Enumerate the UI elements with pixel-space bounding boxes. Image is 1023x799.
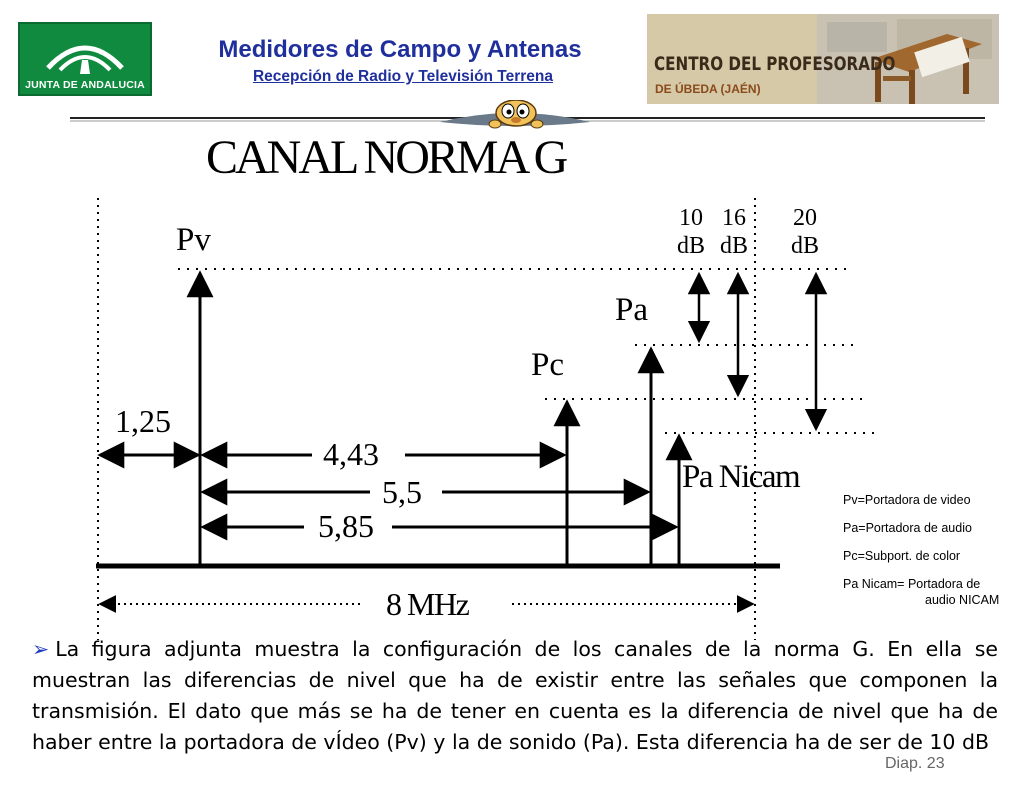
legend-pa-nicam-line2: audio NICAM	[925, 593, 1000, 607]
pa-label: Pa	[615, 292, 648, 328]
diagram-title: CANAL NORMA G	[206, 131, 566, 184]
db16-number: 16	[722, 205, 746, 231]
bullet-arrow-icon: ➢	[32, 637, 50, 661]
legend-pa: Pa=Portadora de audio	[843, 521, 972, 535]
slide-number: Diap. 23	[885, 755, 945, 772]
db20-unit: dB	[790, 233, 820, 259]
pa-offset-label: 5,5	[382, 474, 422, 510]
cep-logo-title: CENTRO DEL PROFESORADO	[654, 54, 896, 75]
pv-label: Pv	[176, 222, 211, 258]
db20-number: 20	[793, 205, 817, 231]
cep-logo-subtitle: DE ÚBEDA (JAÉN)	[655, 82, 761, 96]
description-paragraph	[32, 634, 998, 758]
legend-pc: Pc=Subport. de color	[843, 549, 961, 563]
db16-unit: dB	[719, 233, 749, 259]
pc-offset-label: 4,43	[323, 436, 379, 472]
header-title: Medidores de Campo y Antenas	[218, 36, 582, 63]
header-subtitle[interactable]: Recepción de Radio y Televisión Terrena	[252, 68, 554, 85]
junta-logo-text: JUNTA DE ANDALUCIA	[25, 79, 145, 91]
pa-nicam-label: Pa Nicam	[682, 459, 800, 495]
db10-unit: dB	[676, 233, 706, 259]
pc-label: Pc	[531, 347, 564, 383]
legend	[843, 486, 1021, 608]
legend-pa-nicam-line1: Pa Nicam= Portadora de	[843, 577, 981, 591]
legend-pv: Pv=Portadora de video	[843, 493, 971, 507]
guard-offset-label: 1,25	[115, 403, 171, 439]
db10-number: 10	[679, 205, 703, 231]
description-text: La figura adjunta muestra la configuración de los canales de la norma G. En ella se muestran las diferencias de nivel que ha de existir entre las señales que componen la transmisión. El dato que más se ha de tener en cuenta es la diferencia de nivel que ha de haber entre la portadora de vÍdeo (Pv) y la de sonido (Pa). Esta diferencia ha de ser de 10 dB	[32, 637, 998, 754]
pa-nicam-offset-label: 5,85	[318, 508, 374, 544]
legend-pa-nicam	[843, 576, 1021, 608]
bandwidth-label: 8 MHz	[386, 586, 469, 622]
